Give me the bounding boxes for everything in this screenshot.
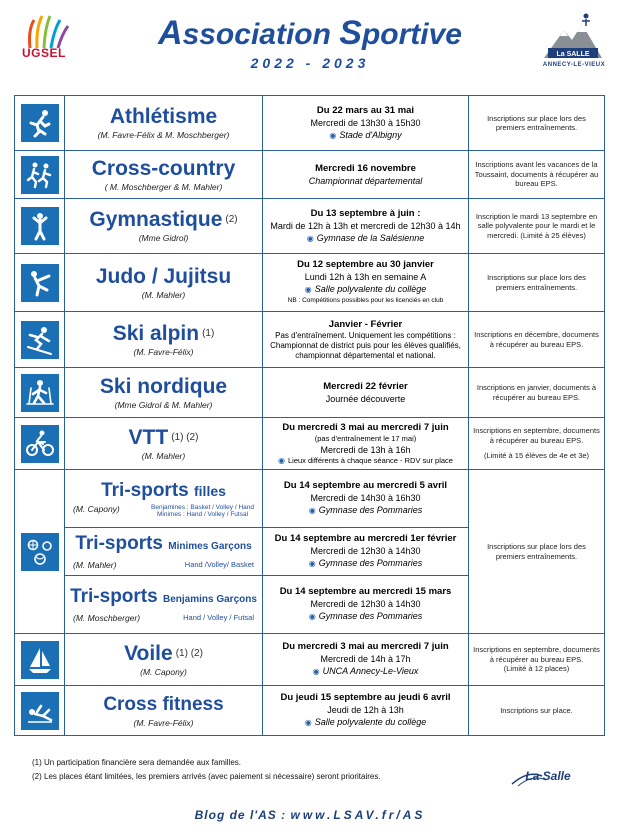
coach-name: (Mme Gidrol)	[138, 233, 189, 243]
location: ◉ Stade d'Albigny	[329, 129, 402, 140]
sport-name: Tri-sports Minimes Garçons	[75, 533, 252, 554]
judo-icon	[21, 264, 59, 302]
location-pin-icon: ◉	[308, 506, 316, 515]
location: ◉ Gymnase des Pommaries	[308, 558, 423, 568]
sport-name: Cross fitness	[103, 693, 224, 715]
coach-name: (M. Capony)	[140, 666, 187, 677]
coach-name: ( M. Moschberger & M. Mahler)	[104, 181, 223, 192]
coach-name: (M. Favre-Félix)	[133, 346, 194, 357]
date-range: Du 13 septembre à juin :	[310, 207, 421, 219]
runner-icon	[21, 104, 59, 142]
activities-table	[14, 95, 605, 736]
date-range: Janvier - Février	[328, 318, 403, 330]
inscription-info: Inscriptions en septembre, documents à récupérer au bureau EPS. (Limité à 12 places)	[469, 634, 605, 686]
date-range: Du 22 mars au 31 mai	[316, 104, 415, 116]
schedule: Jeudi de 12h à 13h	[327, 705, 404, 715]
footnote-1: (1) Un participation financière sera demandée aux familles.	[32, 758, 241, 767]
sport-name: Tri-sports Benjamins Garçons	[70, 586, 257, 607]
svg-text:La Salle: La Salle	[525, 769, 571, 783]
schedule-note: (pas d'entraînement le 17 mai)	[314, 433, 417, 443]
blog-link[interactable]: www.LSAV.fr/AS	[290, 808, 426, 822]
location: ◉ Salle polyvalente du collège	[304, 284, 427, 294]
sport-name: VTT $^{(1) (2)}$	[128, 425, 199, 449]
sport-name: Voile $^{(1) (2)}$	[124, 641, 203, 665]
fitness-icon	[21, 692, 59, 730]
inscription-info: Inscriptions sur place lors des premiers entraînements.	[469, 254, 605, 312]
date-range: Du 14 septembre au mercredi 5 avril	[283, 480, 448, 491]
inscription-info: Inscriptions avant les vacances de la Toussaint, documents à récupérer au bureau EPS.	[469, 151, 605, 199]
sport-name: Gymnastique $^{(2)}$	[89, 208, 238, 231]
coach-name: (M. Capony)	[73, 503, 120, 514]
coach-name: (M. Mahler)	[141, 450, 186, 461]
table-row	[15, 634, 605, 686]
coach-name: (Mme Gidrol & M. Mahler)	[114, 399, 213, 410]
table-row	[15, 368, 605, 418]
schedule: Mercredi de 12h30 à 14h30	[310, 546, 421, 556]
location-pin-icon: ◉	[304, 718, 312, 727]
svg-text:La SALLE: La SALLE	[556, 51, 590, 58]
location-pin-icon: ◉	[306, 233, 314, 243]
location: ◉ Gymnase des Pommaries	[308, 611, 423, 621]
category-note: Benjamines : Basket / Volley / Hand	[151, 503, 254, 511]
schedule: Championnat départemental	[308, 175, 423, 186]
date-range: Du jeudi 15 septembre au jeudi 6 avril	[280, 692, 451, 703]
location: ◉ Gymnase des Pommaries	[308, 505, 423, 515]
location-pin-icon: ◉	[308, 612, 316, 621]
sport-name: Ski alpin $^{(1)}$	[112, 321, 215, 345]
sport-name: Ski nordique	[99, 374, 228, 398]
location-pin-icon: ◉	[312, 667, 320, 676]
school-year: 2022 - 2023	[250, 55, 370, 71]
table-row	[15, 199, 605, 254]
page-title: Association Sportive	[158, 14, 462, 52]
footnotes	[32, 756, 381, 784]
date-range: Du mercredi 3 mai au mercredi 7 juin	[282, 421, 449, 433]
table-row	[15, 470, 605, 528]
schedule: Lundi 12h à 13h en semaine A	[304, 272, 427, 282]
inscription-info: Inscriptions en janvier, documents à récupérer au bureau EPS.	[469, 368, 605, 418]
schedule: Mercredi de 13h30 à 15h30	[310, 117, 421, 128]
competition-note: NB : Compétitions possibles pour les licenciés en club	[287, 297, 444, 304]
coach-name: (M. Moschberger)	[73, 613, 141, 623]
schedule: Mercredi de 14h à 17h	[320, 654, 411, 664]
cross-runners-icon	[21, 156, 59, 194]
table-row	[15, 151, 605, 199]
category-note: Hand /Volley/ Basket	[184, 560, 254, 569]
inscription-info: Inscriptions sur place.	[469, 686, 605, 736]
coach-name: (M. Favre-Félix & M. Moschberger)	[97, 130, 230, 140]
coach-name: (M. Favre-Félix)	[133, 717, 194, 728]
inscription-info: Inscriptions sur place lors des premiers entraînements.	[469, 470, 605, 634]
cyclist-icon	[21, 425, 59, 463]
table-row	[15, 418, 605, 470]
page-header	[0, 0, 620, 88]
sport-name: Tri-sports filles	[101, 479, 226, 501]
inscription-info: Inscription le mardi 13 septembre en salle polyvalente pour le mardi et le mercredi. (Limité à 25 élèves)	[469, 199, 605, 254]
date-range: Mercredi 16 novembre	[315, 162, 416, 174]
inscription-info: Inscriptions en décembre, documents à récupérer au bureau EPS.	[469, 312, 605, 368]
table-row	[15, 96, 605, 151]
location-pin-icon: ◉	[329, 130, 337, 140]
lasalle-logo-subtitle: ANNECY-LE-VIEUX	[542, 62, 606, 68]
footnote-2: (2) Les places étant limitées, les premiers arrivés (avec paiement si nécessaire) seront prioritaires.	[32, 772, 381, 781]
coach-name: (M. Mahler)	[141, 289, 186, 300]
nordic-ski-icon	[21, 374, 59, 412]
table-row	[15, 312, 605, 368]
sport-name: Cross-country	[91, 156, 236, 180]
location: ◉ UNCA Annecy-Le-Vieux	[312, 666, 419, 676]
location: ◉ Salle polyvalente du collège	[304, 717, 427, 727]
schedule: Journée découverte	[325, 393, 406, 404]
date-range: Du 14 septembre au mercredi 15 mars	[279, 586, 452, 597]
table-row	[15, 686, 605, 736]
balls-icon	[21, 533, 59, 571]
gymnast-icon	[21, 207, 59, 245]
date-range: Du 14 septembre au mercredi 1er février	[274, 533, 457, 544]
inscription-info: Inscriptions sur place lors des premiers entraînements.	[469, 96, 605, 151]
date-range: Du mercredi 3 mai au mercredi 7 juin	[282, 641, 449, 652]
schedule: Mercredi de 12h30 à 14h30	[310, 599, 421, 609]
schedule: Mardi de 12h à 13h et mercredi de 12h30 à 14h	[270, 220, 461, 231]
blog-footer	[0, 808, 620, 822]
table-row	[15, 254, 605, 312]
location-pin-icon: ◉	[308, 559, 316, 568]
coach-name: (M. Mahler)	[73, 560, 117, 570]
sport-name: Athlétisme	[109, 105, 218, 128]
sailboat-icon	[21, 641, 59, 679]
blog-label: Blog de l'AS :	[194, 808, 287, 822]
date-range: Mercredi 22 février	[323, 380, 408, 392]
location: ◉ Lieux différents à chaque séance - RDV sur place	[278, 455, 453, 465]
schedule: Mercredi de 13h à 16h	[320, 444, 411, 455]
location-pin-icon: ◉	[278, 455, 285, 465]
location: ◉ Gymnase de la Salésienne	[306, 232, 425, 243]
location-pin-icon: ◉	[304, 285, 312, 294]
category-note: Hand / Volley / Futsal	[183, 613, 254, 622]
ugsel-logo-text: UGSEL	[22, 46, 66, 60]
sport-name: Judo / Jujitsu	[95, 264, 232, 288]
schedule: Pas d'entraînement. Uniquement les compétitions : Championnat de district puis pour les élèves qualifiés, championnat départemental et national.	[270, 330, 461, 360]
alpine-ski-icon	[21, 321, 59, 359]
date-range: Du 12 septembre au 30 janvier	[297, 259, 434, 270]
inscription-info: Inscriptions en septembre, documents à récupérer au bureau EPS. (Limité à 15 élèves de 4e et 3e)	[469, 418, 605, 470]
schedule: Mercredi de 14h30 à 16h30	[310, 493, 421, 503]
lasalle-footer-logo	[508, 760, 580, 790]
category-note: Minimes : Hand / Volley / Futsal	[156, 510, 249, 518]
